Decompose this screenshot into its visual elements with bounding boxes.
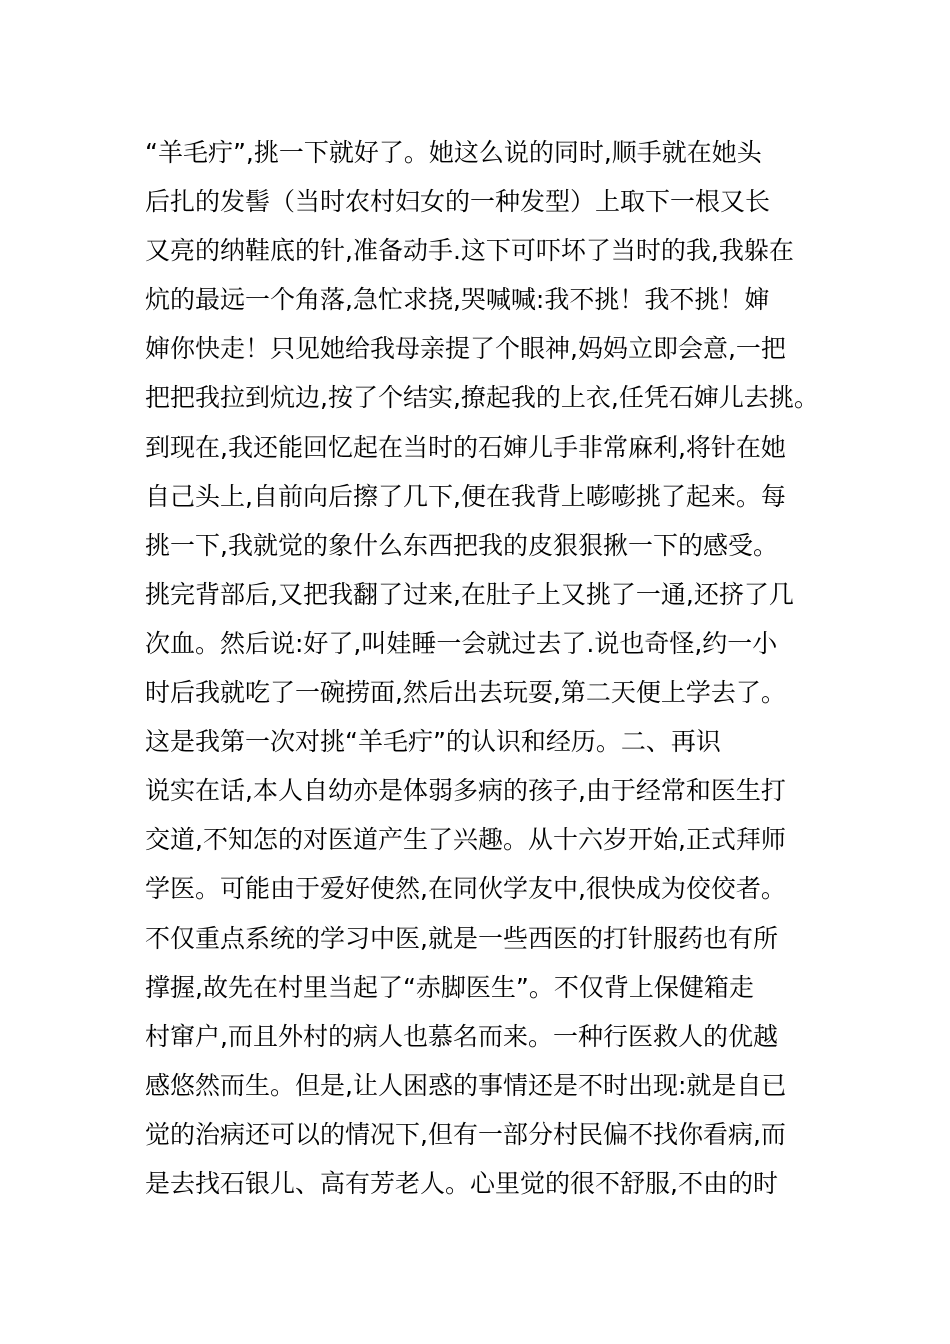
text-line: 又亮的纳鞋底的针,准备动手.这下可吓坏了当时的我,我躲在 <box>145 236 794 266</box>
text-line: 不仅重点系统的学习中医,就是一些西医的打针服药也有所 <box>145 923 778 953</box>
body-text <box>145 128 835 1208</box>
text-line: 交道,不知怎的对医道产生了兴趣。从十六岁开始,正式拜师 <box>145 825 786 855</box>
text-line: 这是我第一次对挑“羊毛疔”的认识和经历。二、再识 <box>145 727 721 757</box>
text-line: 自己头上,自前向后擦了几下,便在我背上嘭嘭挑了起来。每 <box>145 481 786 511</box>
text-line: 村窜户,而且外村的病人也慕名而来。一种行医救人的优越 <box>145 1021 778 1051</box>
text-line: 感悠然而生。但是,让人困惑的事情还是不时出现:就是自已 <box>145 1070 787 1100</box>
text-line: 挑完背部后,又把我翻了过来,在肚子上又挑了一通,还挤了几 <box>145 579 794 609</box>
text-line: 学医。可能由于爱好使然,在同伙学友中,很快成为佼佼者。 <box>145 874 786 904</box>
text-line: 撑握,故先在村里当起了“赤脚医生”。不仅背上保健箱走 <box>145 972 754 1002</box>
text-line: 后扎的发髻（当时农村妇女的一种发型）上取下一根又长 <box>145 187 771 217</box>
text-line: 觉的治病还可以的情况下,但有一部分村民偏不找你看病,而 <box>145 1119 786 1149</box>
text-line: 婶你快走！只见她给我母亲提了个眼神,妈妈立即会意,一把 <box>145 334 786 364</box>
text-line: 说实在话,本人自幼亦是体弱多病的孩子,由于经常和医生打 <box>145 776 786 806</box>
text-line: 到现在,我还能回忆起在当时的石婶儿手非常麻利,将针在她 <box>145 432 786 462</box>
text-line: “羊毛疔”,挑一下就好了。她这么说的同时,顺手就在她头 <box>145 138 762 167</box>
text-line: 把把我拉到炕边,按了个结实,撩起我的上衣,任凭石婶儿去挑。 <box>145 383 819 413</box>
text-line: 炕的最远一个角落,急忙求挠,哭喊喊:我不挑！我不挑！婶 <box>145 285 770 315</box>
text-line: 挑一下,我就觉的象什么东西把我的皮狠狠揪一下的感受。 <box>145 530 778 560</box>
text-line: 次血。然后说:好了,叫娃睡一会就过去了.说也奇怪,约一小 <box>145 628 778 658</box>
text-line: 是去找石银儿、高有芳老人。心里觉的很不舒服,不由的时 <box>145 1168 778 1198</box>
text-line: 时后我就吃了一碗捞面,然后出去玩耍,第二天便上学去了。 <box>145 678 786 708</box>
